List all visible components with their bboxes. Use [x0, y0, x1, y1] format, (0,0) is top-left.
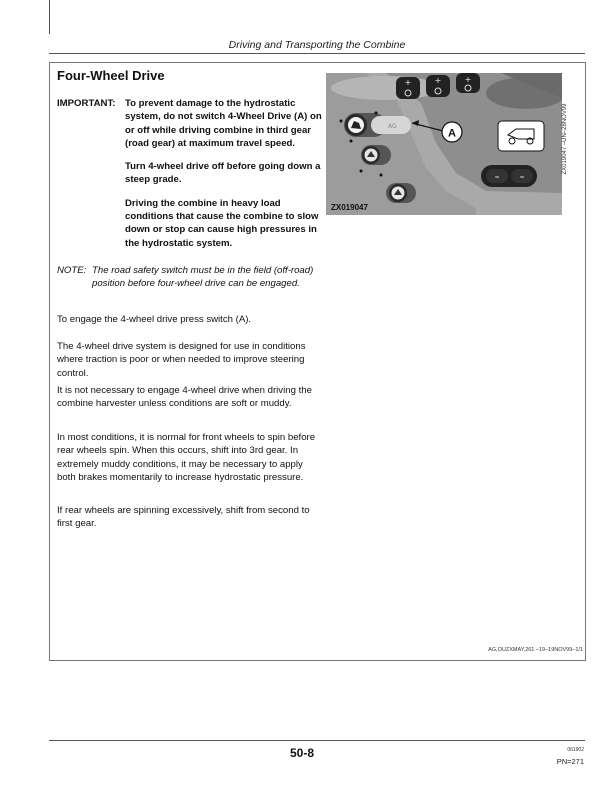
control-panel-figure — [326, 73, 562, 215]
important-paragraph: To prevent damage to the hydrostatic system, do not switch 4-Wheel Drive (A) on or off while driving combine in third gear (road gear) at maximum travel speed. — [125, 98, 322, 149]
running-header: Driving and Transporting the Combine — [228, 39, 406, 51]
important-notice — [57, 97, 322, 260]
header-rule — [49, 53, 585, 54]
top-margin-line — [49, 0, 50, 34]
reference-code: AG,OUZXMAY,261 –19–19NOV99–1/1 — [488, 647, 583, 653]
svg-text:AG: AG — [388, 123, 397, 130]
four-wheel-drive-icon-inset — [498, 121, 544, 151]
body-paragraph: To engage the 4-wheel drive press switch (A). — [57, 314, 252, 325]
svg-text:≈: ≈ — [519, 174, 525, 181]
callout-a-label: A — [448, 127, 456, 140]
note — [57, 264, 322, 291]
body-paragraph: If rear wheels are spinning excessively, shift from second to first gear. — [57, 505, 310, 530]
footer-rule — [49, 740, 585, 741]
svg-text:≈: ≈ — [494, 174, 500, 181]
page-number: 50-8 — [290, 746, 315, 760]
section-title: Four-Wheel Drive — [57, 68, 165, 83]
svg-text:+: + — [404, 78, 412, 87]
important-paragraph: Driving the combine in heavy load conditions that cause the combine to slow down or stop can cause high pressures in the hydrostatic system. — [125, 197, 319, 249]
important-label: IMPORTANT: — [57, 98, 116, 109]
svg-text:+: + — [434, 76, 442, 85]
important-body — [125, 97, 322, 250]
body-paragraph: The 4-wheel drive system is designed for use in conditions where traction is poor or when needed to improve steering control. — [57, 341, 306, 379]
pn-code: PN=271 — [556, 757, 584, 766]
body-paragraph: In most conditions, it is normal for front wheels to spin before rear wheels spin. When this occurs, shift into 3rd gear. In extremely muddy conditions, it may be necessary to apply both brakes momentarily to increase hydrostatic pressure. — [57, 432, 316, 483]
note-label: NOTE: — [57, 265, 87, 276]
body-paragraph: It is not necessary to engage 4-wheel drive when driving the combine harvester unless conditions are soft or muddy. — [57, 385, 312, 410]
figure-code: ZX019047 — [331, 203, 368, 212]
note-text: The road safety switch must be in the field (off-road) position before four-wheel drive can be engaged. — [92, 265, 314, 290]
date-code: 061902 — [567, 747, 584, 753]
right-button-pair — [481, 165, 537, 187]
important-paragraph: Turn 4-wheel drive off before going down a steep grade. — [125, 161, 321, 186]
svg-text:+: + — [464, 75, 472, 84]
figure-side-code: ZX019047 –UN–28NOV99 — [562, 103, 568, 175]
